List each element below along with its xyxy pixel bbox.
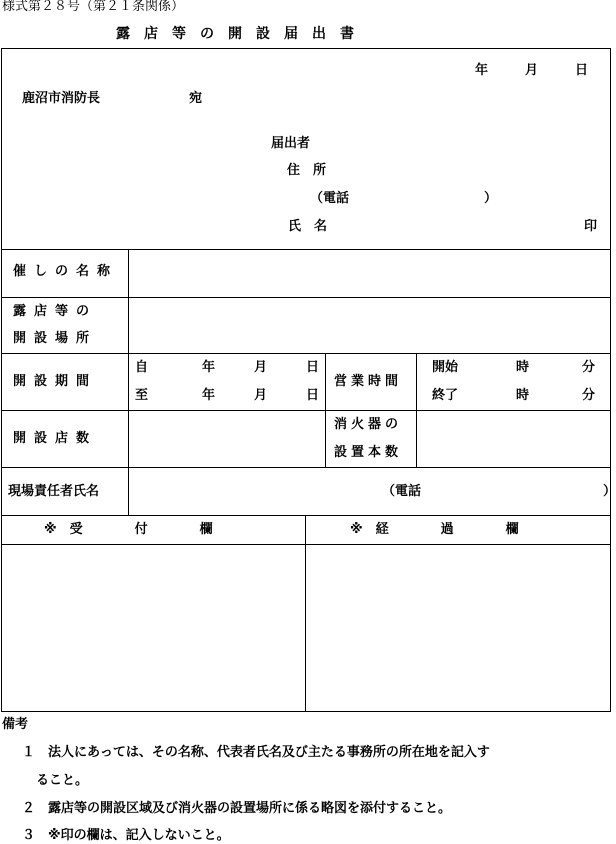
start-hour: 時 [516, 360, 530, 375]
period-to-year: 年 [202, 388, 216, 403]
date-month: 月 [525, 63, 539, 78]
start-label: 開始 [432, 360, 459, 375]
end-hour: 時 [516, 388, 530, 403]
period-from-label: 自 [135, 360, 149, 375]
extinguisher-label-line1: 消火器の [334, 417, 403, 432]
location-label-line1: 露店等の [13, 304, 98, 319]
extinguisher-label-line2: 設置本数 [334, 445, 403, 460]
addressee-suffix: 宛 [189, 91, 203, 106]
note-item-1: １ 法人にあっては、その名称、代表者氏名及び主たる事務所の所在地を記入す [22, 745, 490, 760]
form-title: 露 店 等 の 開 設 届 出 書 [116, 26, 354, 42]
applicant-address-label: 住 所 [287, 163, 327, 178]
start-minute: 分 [582, 360, 596, 375]
manager-phone-open: （電話 [382, 484, 422, 499]
end-label: 終了 [432, 388, 459, 403]
period-to-day: 日 [306, 388, 320, 403]
reception-header: ※ 受 付 欄 [44, 522, 213, 537]
note-item-3: ３ ※印の欄は、記入しないこと。 [22, 828, 230, 843]
date-year: 年 [475, 63, 489, 78]
applicant-phone-open: （電話 [310, 191, 350, 206]
row-divider [1, 297, 611, 298]
column-divider [325, 353, 326, 467]
row-divider [1, 544, 611, 545]
applicant-phone-close: ） [484, 191, 498, 206]
column-divider [416, 353, 417, 467]
period-to-month: 月 [254, 388, 268, 403]
seal-mark: 印 [584, 219, 598, 234]
event-name-label: 催しの名称 [13, 264, 119, 279]
row-divider [1, 249, 611, 250]
location-label-line2: 開設場所 [13, 331, 98, 346]
column-divider [305, 515, 306, 712]
manager-label: 現場責任者氏名 [8, 484, 100, 499]
row-divider [1, 353, 611, 354]
column-divider [128, 249, 129, 515]
period-from-day: 日 [306, 360, 320, 375]
period-from-month: 月 [254, 360, 268, 375]
applicant-name-label: 氏 名 [288, 219, 328, 234]
period-to-label: 至 [135, 388, 149, 403]
row-divider [1, 467, 611, 468]
progress-header: ※ 経 過 欄 [350, 522, 519, 537]
note-item-2: ２ 露店等の開設区域及び消火器の設置場所に係る略図を添付すること。 [22, 801, 452, 816]
applicant-label: 届出者 [271, 136, 311, 151]
date-day: 日 [575, 63, 589, 78]
store-count-label: 開設店数 [13, 431, 98, 446]
period-label: 開設期間 [13, 374, 98, 389]
period-from-year: 年 [202, 360, 216, 375]
manager-phone-close: ） [603, 484, 616, 499]
business-hours-label: 営業時間 [334, 374, 403, 389]
notes-heading: 備考 [2, 717, 29, 732]
row-divider [1, 410, 611, 411]
note-item-1-continued: ること。 [36, 773, 89, 788]
addressee-name: 鹿沼市消防長 [22, 91, 101, 106]
end-minute: 分 [582, 388, 596, 403]
form-number: 様式第２８号（第２１条関係） [2, 0, 185, 14]
row-divider [1, 515, 611, 516]
